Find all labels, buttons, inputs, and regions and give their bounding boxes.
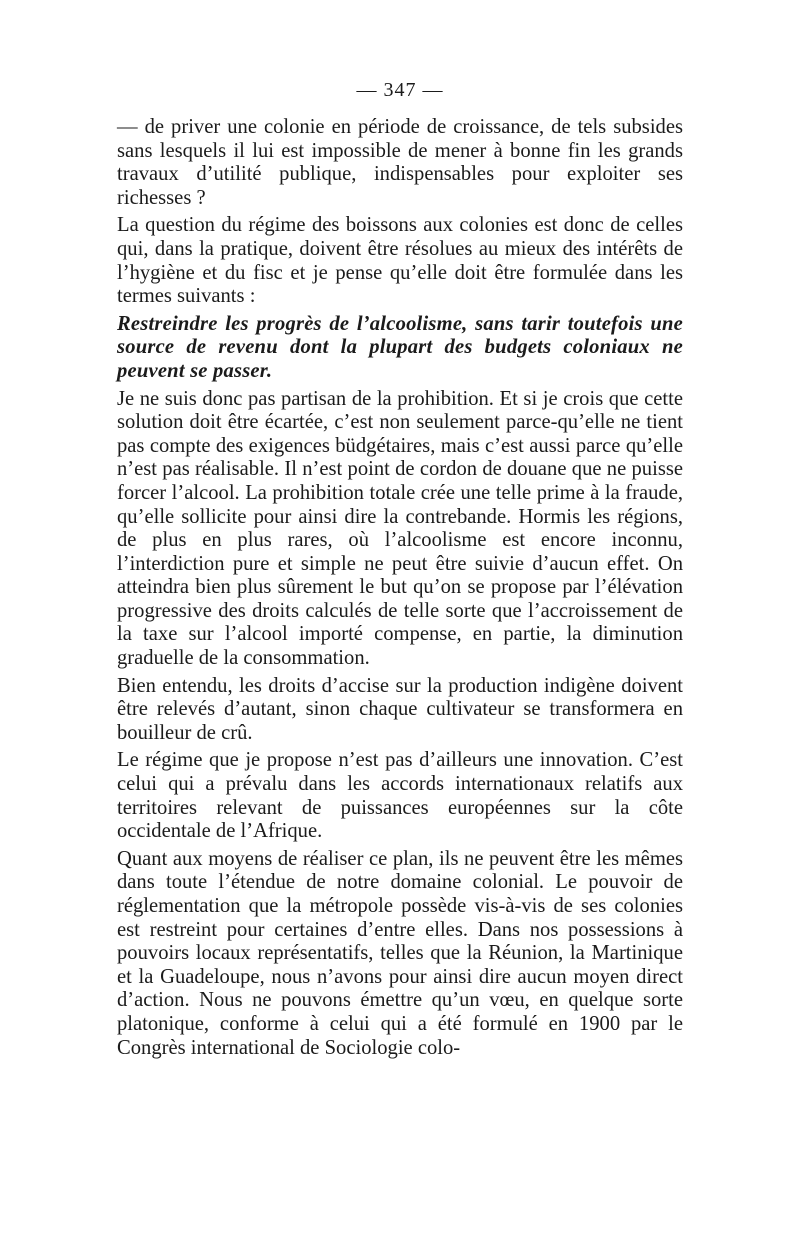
page-body xyxy=(117,116,683,1060)
paragraph-2: La question du régime des boissons aux colonies est donc de celles qui, dans la pratique, doivent être résolues au mieux des intérêts de l’hygiène et du fisc et je pense qu’elle doit être formulée dans les termes suivants : xyxy=(117,214,683,308)
paragraph-5: Bien entendu, les droits d’accise sur la production indigène doivent être relevés d’autant, sinon chaque cultivateur se transformera en bouilleur de crû. xyxy=(117,674,683,744)
paragraph-3-italic-principle: Restreindre les progrès de l’alcoolisme, sans tarir toutefois une source de revenu dont la plupart des budgets coloniaux ne peuvent se passer. xyxy=(117,312,683,382)
book-page xyxy=(117,70,683,1064)
page-number: — 347 — xyxy=(356,79,444,101)
paragraph-7: Quant aux moyens de réaliser ce plan, ils ne peuvent être les mêmes dans toute l’étendue de notre domaine colonial. Le pouvoir de réglementation que la métropole possède vis-à-vis de ses colonies est restreint pour certaines d’entre elles. Dans nos possessions à pouvoirs locaux représentatifs, telles que la Réunion, la Martinique et la Guadeloupe, nous n’avons pour ainsi dire aucun moyen direct d’action. Nous ne pouvons émettre qu’un vœu, en quelque sorte platonique, conforme à celui qui a été formulé en 1900 par le Congrès international de Sociologie colo- xyxy=(117,847,683,1059)
paragraph-1: — de priver une colonie en période de croissance, de tels subsides sans lesquels il lui est impossible de mener à bonne fin les grands travaux d’utilité publique, indispensables pour exploiter ses richesses ? xyxy=(117,116,683,209)
paragraph-4: Je ne suis donc pas partisan de la prohibition. Et si je crois que cette solution doit être écartée, c’est non seulement parce-qu’elle ne tient pas compte des exigences büdgétaires, mais c’est aussi parce qu’elle n’est pas réalisable. Il n’est point de cordon de douane que ne puisse forcer l’alcool. La prohibition totale crée une telle prime à la fraude, qu’elle sollicite pour ainsi dire la contrebande. Hormis les régions, de plus en plus rares, où l’alcoolisme est encore inconnu, l’interdiction pure et simple ne peut être suivie d’aucun effet. On atteindra bien plus sûrement le but qu’on se propose par l’élévation progressive des droits calculés de telle sorte que l’accroissement de la taxe sur l’alcool importé compense, en partie, la diminution graduelle de la consommation. xyxy=(117,387,683,670)
paragraph-6: Le régime que je propose n’est pas d’ailleurs une innovation. C’est celui qui a prévalu dans les accords internationaux relatifs aux territoires relevant de puissances européennes sur la côte occidentale de l’Afrique. xyxy=(117,749,683,843)
